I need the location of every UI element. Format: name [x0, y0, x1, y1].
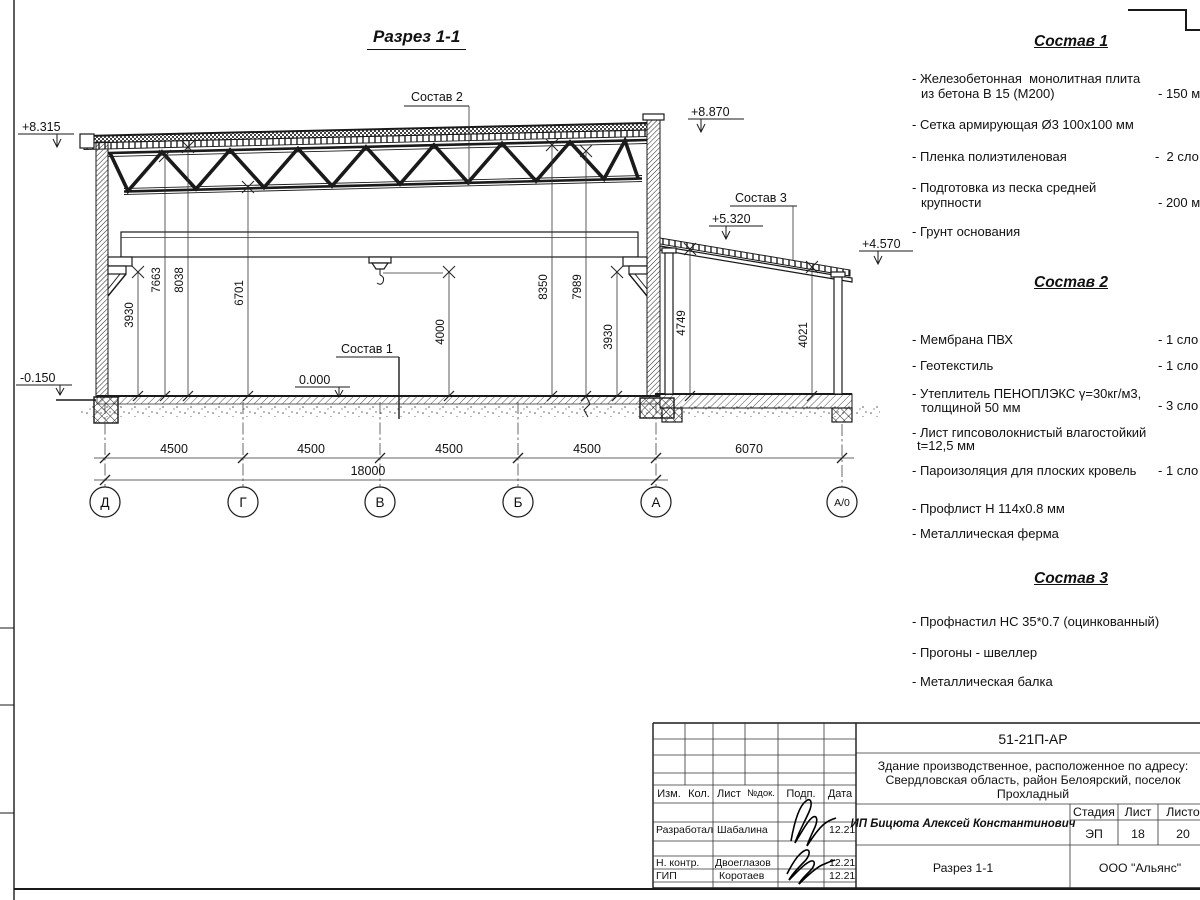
dim-8350: 8350: [538, 274, 550, 300]
signature-2: [787, 850, 835, 884]
comp3-item-line: - Металлическая балка: [912, 674, 1053, 689]
axis-bubbles: [90, 487, 857, 517]
dim-span-5: 6070: [735, 442, 763, 456]
title-block: [653, 723, 1200, 888]
tb-header-data: Дата: [827, 788, 853, 800]
comp2-item-line: - Профлист Н 114х0.8 мм: [912, 501, 1065, 516]
svg-text:+4.570: +4.570: [862, 237, 901, 251]
svg-text:-0.150: -0.150: [20, 371, 56, 385]
tb-address-line3: Прохладный: [996, 787, 1070, 801]
comp2-item-line: - Утеплитель ПЕНОПЛЭКС γ=30кг/м3,: [912, 386, 1142, 401]
tb-organization: ООО "Альянс": [1098, 861, 1182, 875]
tb-row-date: 12.21: [829, 857, 856, 869]
elevation-right-top: [688, 105, 744, 132]
tb-sheets-value: 20: [1176, 827, 1190, 841]
dim-4021: 4021: [798, 322, 810, 348]
comp2-item-line: - Металлическая ферма: [912, 526, 1059, 541]
comp2-item-line: - Мембрана ПВХ: [912, 332, 1013, 347]
dim-span-1: 4500: [160, 442, 188, 456]
comp2-item-line: - Геотекстиль: [912, 358, 994, 373]
comp2-item-value: - 3 сло: [1158, 398, 1199, 413]
comp1-item-line: - Подготовка из песка средней: [912, 180, 1097, 195]
comp2-item-line: t=12,5 мм: [917, 438, 975, 453]
dim-span-2: 4500: [297, 442, 325, 456]
tb-row-name: Коротаев: [719, 870, 765, 882]
tb-drawing-name: Разрез 1-1: [932, 861, 994, 875]
crane-beam: [121, 232, 638, 257]
elevation-left-top: [18, 120, 74, 147]
annex-right-column: [834, 277, 842, 394]
axis-G: Г: [239, 495, 247, 510]
tb-row-role: Н. контр.: [656, 857, 700, 869]
comp2-item-value: - 1 сло: [1158, 463, 1199, 478]
axis-A0: А/0: [834, 497, 850, 509]
tb-header-list: Лист: [717, 788, 741, 800]
vertical-dimensions: [132, 139, 818, 401]
tb-sheet-value: 18: [1131, 827, 1145, 841]
dim-3930-right: 3930: [603, 324, 615, 350]
elevation-floor: [295, 373, 350, 397]
tb-row-name: Шабалина: [717, 824, 768, 836]
left-wall: [96, 142, 108, 396]
comp2-item-line: толщиной 50 мм: [921, 400, 1021, 415]
tb-stage-value: ЭП: [1085, 827, 1103, 841]
dim-span-4: 4500: [573, 442, 601, 456]
svg-text:+8.315: +8.315: [22, 120, 61, 134]
vertical-dimension-labels: [124, 267, 810, 350]
tb-row-date: 12.21: [829, 824, 856, 836]
right-wall: [647, 120, 660, 396]
comp1-item-line: - Грунт основания: [912, 224, 1021, 239]
dim-7989: 7989: [572, 274, 584, 300]
comp2-item-line: - Лист гипсоволокнистый влагостойкий: [912, 425, 1147, 440]
elevation-annex-left: [709, 212, 763, 239]
tb-header-izm: Изм.: [657, 788, 681, 800]
axis-A: А: [651, 495, 661, 510]
comp2-item-line: - Пароизоляция для плоских кровель: [912, 463, 1137, 478]
tb-company-person: ИП Бицюта Алексей Константинович: [850, 818, 1076, 830]
comp3-title: Состав 3: [1034, 570, 1108, 587]
comp2-title: Состав 2: [1034, 274, 1108, 291]
parapet-right-cap: [643, 114, 664, 120]
elevation-annex-right: [859, 237, 913, 264]
dim-4000: 4000: [435, 319, 447, 345]
dim-span-3: 4500: [435, 442, 463, 456]
tb-row-role: ГИП: [656, 870, 677, 882]
dim-6701: 6701: [234, 280, 246, 306]
parapet-left-cap: [80, 134, 94, 148]
elevation-ground: [16, 371, 72, 395]
hoist-hook: [369, 257, 443, 284]
tb-address-line1: Здание производственное, расположенное по адресу:: [877, 759, 1189, 773]
comp2-item-value: - 1 сло: [1158, 332, 1199, 347]
dim-total: 18000: [350, 464, 386, 478]
svg-text:0.000: 0.000: [299, 373, 331, 387]
comp1-item-line: - Сетка армирующая Ø3 100х100 мм: [912, 117, 1134, 132]
tb-doc-number: 51-21П-АР: [998, 731, 1068, 747]
comp1-item-value: - 200 м: [1158, 195, 1200, 210]
tb-header-ndok: №док.: [747, 788, 775, 799]
left-footing: [94, 397, 118, 423]
ground-and-floor: [56, 394, 880, 423]
annex-left-footing: [662, 408, 682, 422]
drawing-title: Разрез 1-1: [367, 27, 466, 50]
tb-address-line2: Свердловская область, район Белоярский, поселок: [885, 773, 1181, 787]
svg-text:Состав 2: Состав 2: [411, 90, 463, 104]
tb-stage-label: Стадия: [1073, 805, 1115, 819]
comp1-item-line: из бетона В 15 (М200): [921, 86, 1055, 101]
tb-header-podp: Подп.: [786, 788, 816, 800]
comp1-item-line: крупности: [921, 195, 982, 210]
svg-text:Состав 1: Состав 1: [341, 342, 393, 356]
tb-sheet-label: Лист: [1124, 805, 1152, 819]
signature-1: [791, 800, 836, 846]
dim-7663: 7663: [151, 267, 163, 293]
comp1-title: Состав 1: [1034, 33, 1108, 50]
tb-row-name: Двоеглазов: [715, 857, 771, 869]
dim-3930-left: 3930: [124, 302, 136, 328]
axis-V: В: [375, 495, 385, 510]
tb-header-kol: Кол.: [688, 788, 710, 800]
annex-left-column: [665, 253, 673, 394]
right-corbel: [623, 257, 647, 296]
tb-sheets-label: Листо: [1166, 805, 1200, 819]
axis-D: Д: [100, 495, 110, 510]
svg-text:+8.870: +8.870: [691, 105, 730, 119]
svg-text:Состав 3: Состав 3: [735, 191, 787, 205]
tb-row-role: Разработал: [656, 824, 714, 836]
comp1-item-line: - Железобетонная монолитная плита: [912, 71, 1141, 86]
comp1-item-value: - 2 сло: [1155, 149, 1199, 164]
comp1-item-value: - 150 м: [1158, 86, 1200, 101]
comp2-item-value: - 1 сло: [1158, 358, 1199, 373]
svg-text:+5.320: +5.320: [712, 212, 751, 226]
axis-B: Б: [513, 495, 523, 510]
comp3-item-line: - Профнастил НС 35*0.7 (оцинкованный): [912, 614, 1160, 629]
left-corbel: [108, 257, 132, 296]
tb-row-date: 12.21: [829, 870, 856, 882]
annex: [660, 238, 852, 394]
dim-8038: 8038: [174, 267, 186, 293]
annex-right-footing: [832, 408, 852, 422]
comp3-item-line: - Прогоны - швеллер: [912, 645, 1038, 660]
dim-4749: 4749: [676, 310, 688, 336]
comp1-item-line: - Пленка полиэтиленовая: [912, 149, 1067, 164]
